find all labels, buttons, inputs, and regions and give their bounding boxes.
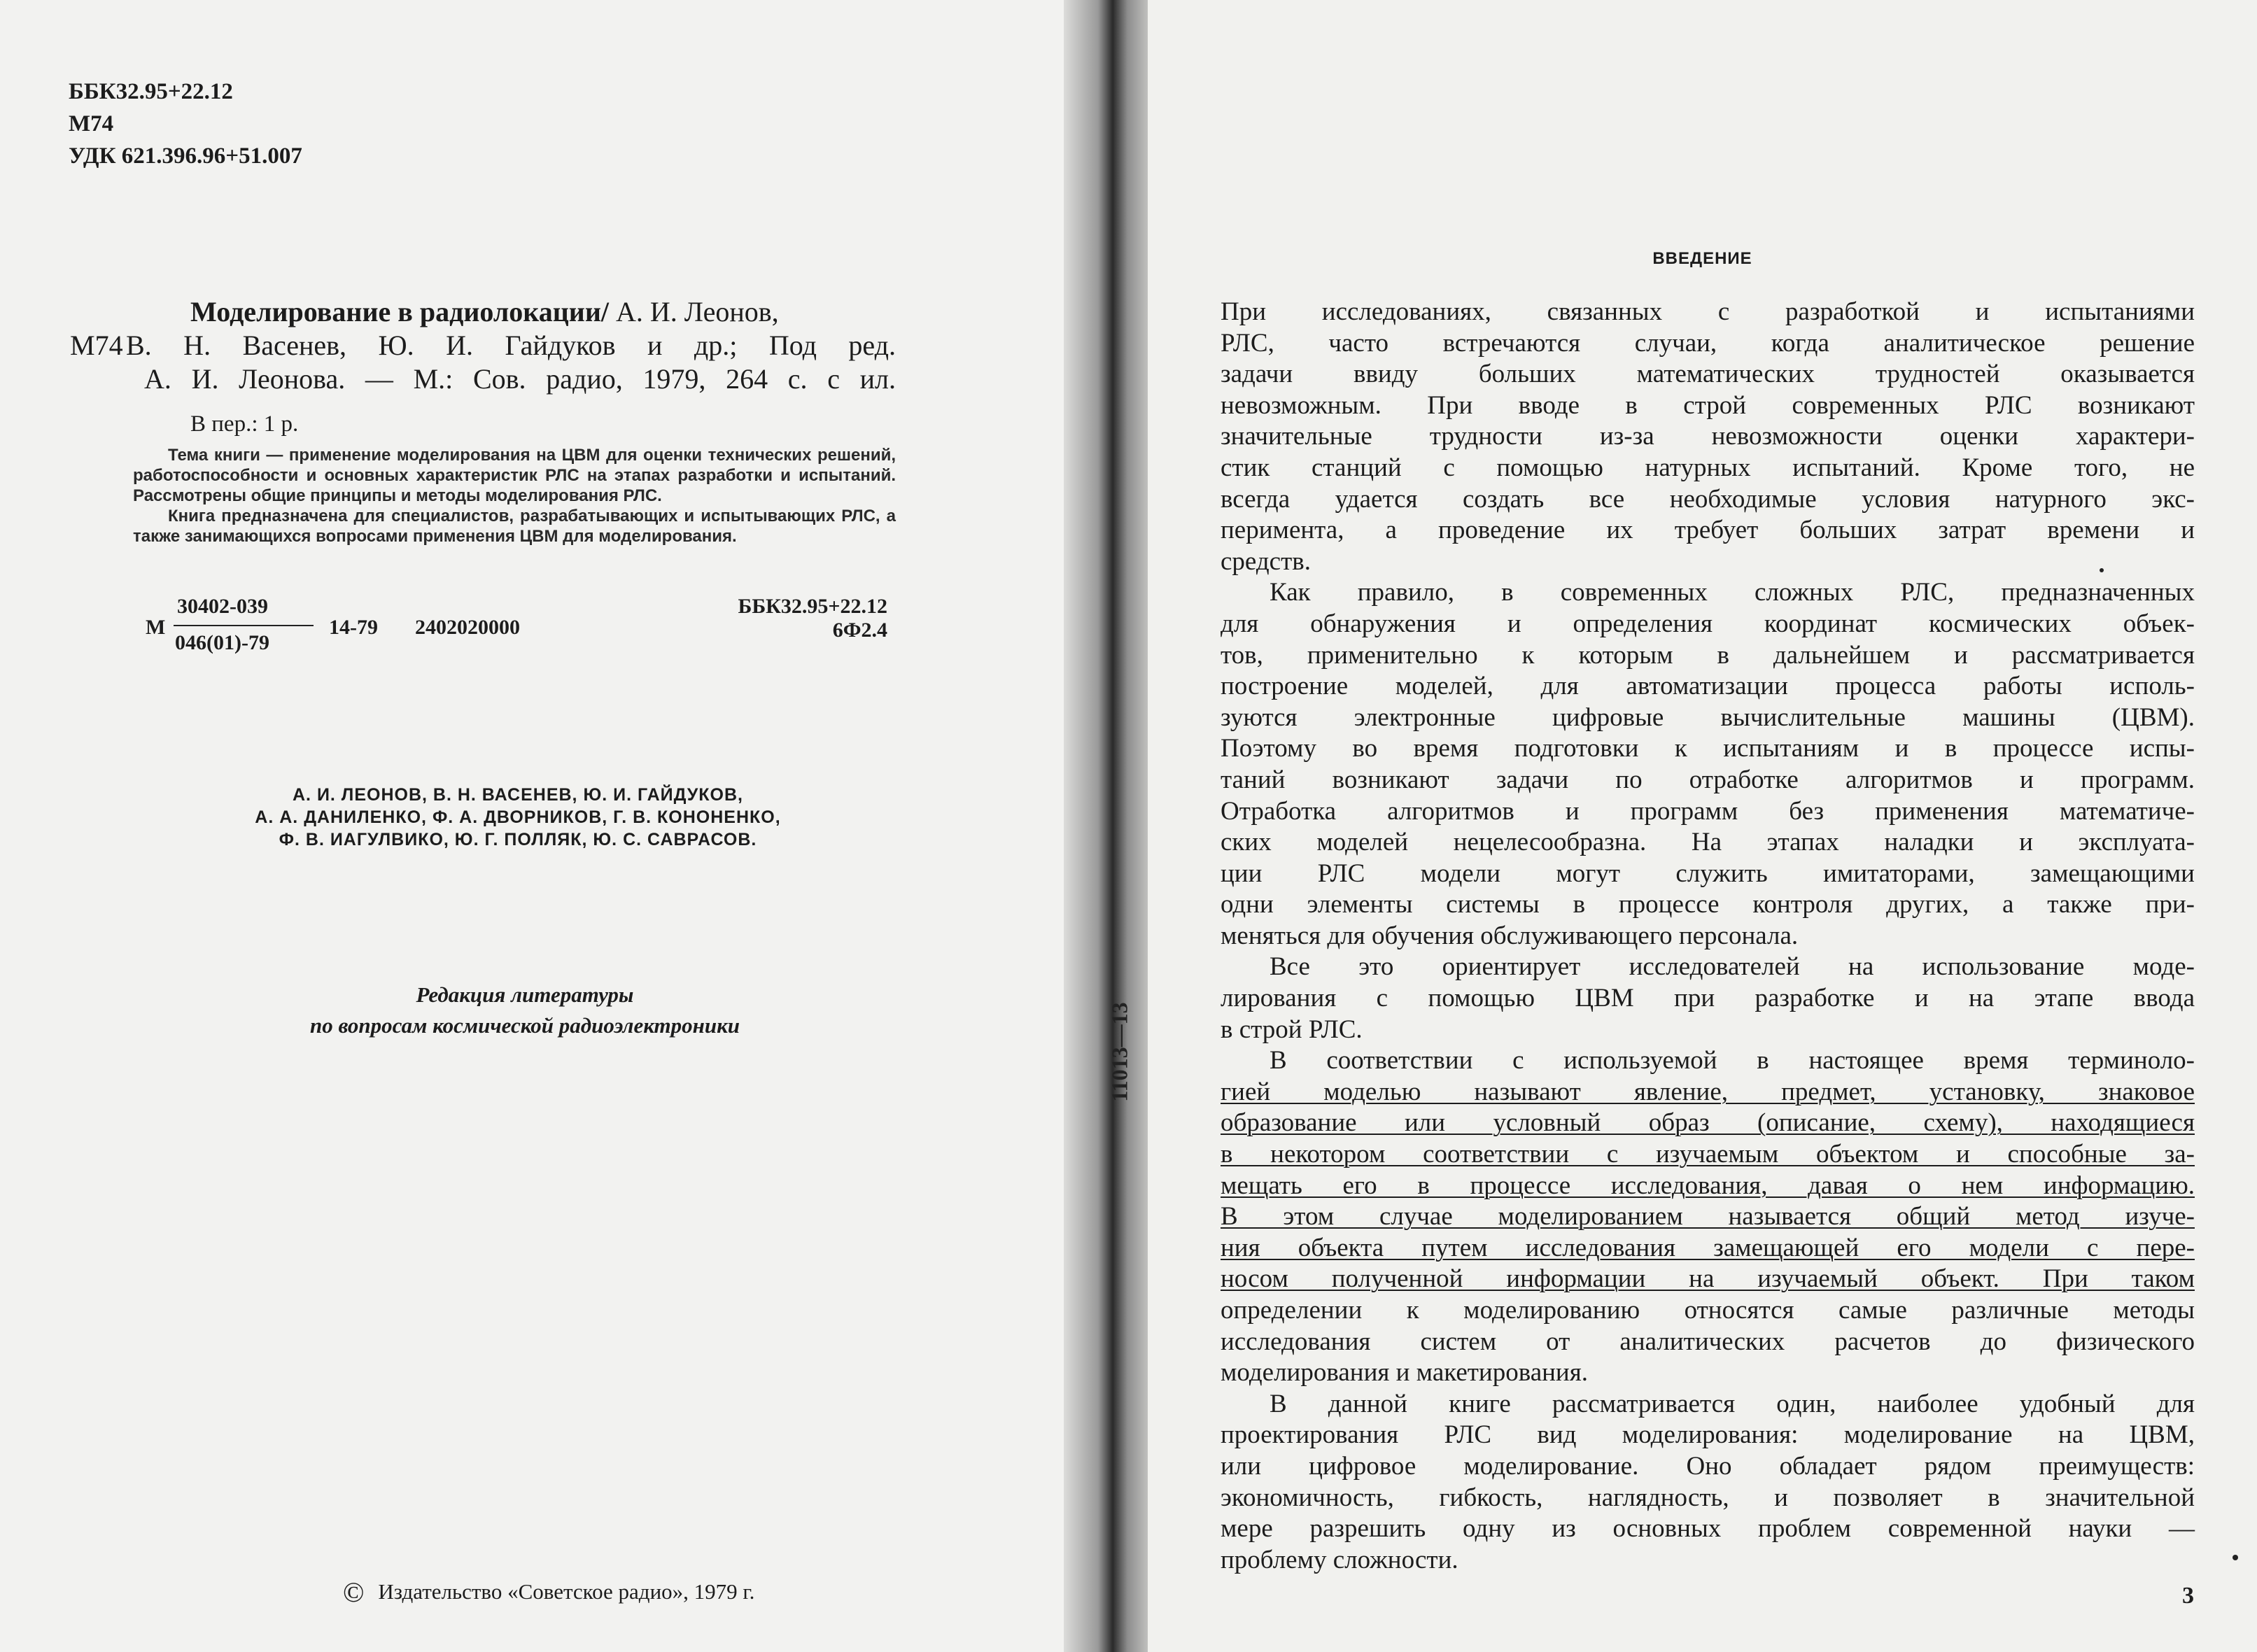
introduction-text xyxy=(1221,297,2195,1576)
catalog-code-3: 6Ф2.4 xyxy=(832,619,887,642)
bbk-code: ББК32.95+22.12 xyxy=(69,79,233,104)
text-line: В соответствии с используемой в настоящее время терминоло- xyxy=(1270,1046,2195,1075)
underlined-text-line: мещать его в процессе исследования, давая о нем информацию. xyxy=(1221,1171,2195,1200)
text-line: для обнаружения и определения координат космических объек- xyxy=(1221,609,2195,638)
text-line: ции РЛС модели могут служить имитаторами, замещающими xyxy=(1221,859,2195,888)
text-line: невозможным. При вводе в строй современных РЛС возникают xyxy=(1221,390,2195,420)
underlined-text-line: гией моделью называют явление, предмет, установку, знаковое xyxy=(1221,1077,2195,1106)
bibliographic-entry xyxy=(70,295,896,396)
author-mark: М74 xyxy=(69,111,114,136)
text-line: РЛС, часто встречаются случаи, когда аналитическое решение xyxy=(1221,328,2195,358)
text-line: в строй РЛС. xyxy=(1221,1015,1363,1044)
section-title: ВВЕДЕНИЕ xyxy=(1652,249,1752,268)
classification-codes xyxy=(69,76,302,172)
catalog-code-1: 14-79 xyxy=(329,616,378,639)
catalog-numerator: 30402-039 xyxy=(177,595,268,618)
text-line: проблему сложности. xyxy=(1221,1545,1458,1574)
ink-speck xyxy=(2100,568,2104,572)
text-line: мере разрешить одну из основных проблем современной науки — xyxy=(1221,1514,2195,1544)
underlined-text-line: носом полученной информации на изучаемый объект. При таком xyxy=(1221,1264,2195,1294)
author-line: Ф. В. ИАГУЛВИКО, Ю. Г. ПОЛЛЯК, Ю. С. САВРАСОВ. xyxy=(279,830,757,849)
udk-code: УДК 621.396.96+51.007 xyxy=(69,143,302,169)
copyright-notice xyxy=(343,1576,754,1609)
text-line: одни элементы системы в процессе контроля других, а также при- xyxy=(1221,890,2195,919)
catalog-index xyxy=(146,595,901,665)
underlined-text-line: образование или условный образ (описание, схему), находящиеся xyxy=(1221,1108,2195,1138)
text-line: перимента, а проведение их требует больших затрат времени и xyxy=(1221,516,2195,545)
text-line: моделирования и макетирования. xyxy=(1221,1358,1588,1388)
text-line: стик станций с помощью натурных испытаний. Кроме того, не xyxy=(1221,453,2195,482)
bib-line-1: Моделирование в радиолокации/ А. И. Леонов, xyxy=(190,296,779,327)
price: В пер.: 1 р. xyxy=(190,411,299,437)
right-page xyxy=(1148,0,2257,1652)
text-line: При исследованиях, связанных с разработкой и испытаниями xyxy=(1221,297,2195,326)
bib-line-3: А. И. Леонова. — М.: Сов. радио, 1979, 264 с. с ил. xyxy=(144,363,896,395)
page-number: 3 xyxy=(2182,1583,2194,1609)
bib-line-2: В. Н. Васенев, Ю. И. Гайдуков и др.; Под ред. xyxy=(126,330,896,361)
text-line: тов, применительно к которым в дальнейшем и рассматривается xyxy=(1221,640,2195,670)
editorial-line: по вопросам космической радиоэлектроники xyxy=(309,1013,740,1038)
editorial-line: Редакция литературы xyxy=(416,982,634,1007)
text-line: средств. xyxy=(1221,546,1311,576)
text-line: определении к моделированию относятся самые различные методы xyxy=(1221,1296,2195,1325)
copyright-text: Издательство «Советское радио», 1979 г. xyxy=(378,1579,755,1604)
underlined-text-line: в некотором соответствии с изучаемым объектом и способные за- xyxy=(1221,1140,2195,1169)
author-line: А. А. ДАНИЛЕНКО, Ф. А. ДВОРНИКОВ, Г. В. КОНОНЕНКО, xyxy=(255,807,781,827)
catalog-denominator: 046(01)-79 xyxy=(175,631,269,654)
text-line: таний возникают задачи по отработке алгоритмов и программ. xyxy=(1221,765,2195,794)
catalog-letter: М xyxy=(146,616,166,639)
bib-author-mark: М74 xyxy=(70,330,123,361)
text-line: меняться для обучения обслуживающего персонала. xyxy=(1221,921,1799,950)
text-line: Как правило, в современных сложных РЛС, предназначенных xyxy=(1270,578,2195,607)
underlined-text-line: ния объекта путем исследования замещающей его модели с пере- xyxy=(1221,1233,2195,1262)
text-line: ских моделей нецелесообразна. На этапах наладки и эксплуата- xyxy=(1221,828,2195,857)
stamp-number: 11013—13 xyxy=(1106,1002,1132,1102)
copyright-icon: © xyxy=(343,1576,365,1608)
author-list xyxy=(140,784,896,851)
fraction-line xyxy=(174,625,314,626)
editorial-office xyxy=(210,980,840,1041)
text-line: Все это ориентирует исследователей на использование моде- xyxy=(1270,952,2195,982)
annotation-topic: Тема книги — применение моделирования на ЦВМ для оценки технических решений, работоспособности и основных характеристик РЛС на этапах разработки и испытаний. Рассмотрены общие принципы и методы моделирования РЛС. xyxy=(133,446,896,505)
text-line: лирования с помощью ЦВМ при разработке и на этапе ввода xyxy=(1221,984,2195,1013)
underlined-text-line: В этом случае моделированием называется общий метод изуче- xyxy=(1221,1202,2195,1231)
text-line: задачи ввиду больших математических трудностей оказывается xyxy=(1221,360,2195,389)
annotation xyxy=(133,445,896,546)
text-line: Поэтому во время подготовки к испытаниям и в процессе испы- xyxy=(1221,734,2195,763)
ink-speck xyxy=(2233,1555,2238,1560)
text-line: зуются электронные цифровые вычислительные машины (ЦВМ). xyxy=(1221,703,2195,732)
author-line: А. И. ЛЕОНОВ, В. Н. ВАСЕНЕВ, Ю. И. ГАЙДУКОВ, xyxy=(293,785,743,805)
text-line: экономичность, гибкость, наглядность, и позволяет в значительной xyxy=(1221,1483,2195,1512)
book-gutter xyxy=(1064,0,1162,1652)
catalog-code-2: 2402020000 xyxy=(415,616,520,639)
text-line: или цифровое моделирование. Оно обладает рядом преимуществ: xyxy=(1221,1451,2195,1481)
library-stamp xyxy=(1099,976,1141,1130)
text-line: проектирования РЛС вид моделирования: моделирование на ЦВМ, xyxy=(1221,1420,2195,1450)
text-line: исследования систем от аналитических расчетов до физического xyxy=(1221,1327,2195,1356)
annotation-audience: Книга предназначена для специалистов, разрабатывающих и испытывающих РЛС, а также занимающихся вопросами применения ЦВМ для моделирования. xyxy=(133,507,896,546)
left-page xyxy=(0,0,1092,1652)
text-line: построение моделей, для автоматизации процесса работы исполь- xyxy=(1221,672,2195,701)
text-line: Отработка алгоритмов и программ без применения математиче- xyxy=(1221,796,2195,826)
text-line: В данной книге рассматривается один, наиболее удобный для xyxy=(1270,1389,2195,1418)
text-line: значительные трудности из-за невозможности оценки характери- xyxy=(1221,422,2195,451)
text-line: всегда удается создать все необходимые условия натурного экс- xyxy=(1221,484,2195,514)
catalog-bbk: ББК32.95+22.12 xyxy=(738,595,887,618)
